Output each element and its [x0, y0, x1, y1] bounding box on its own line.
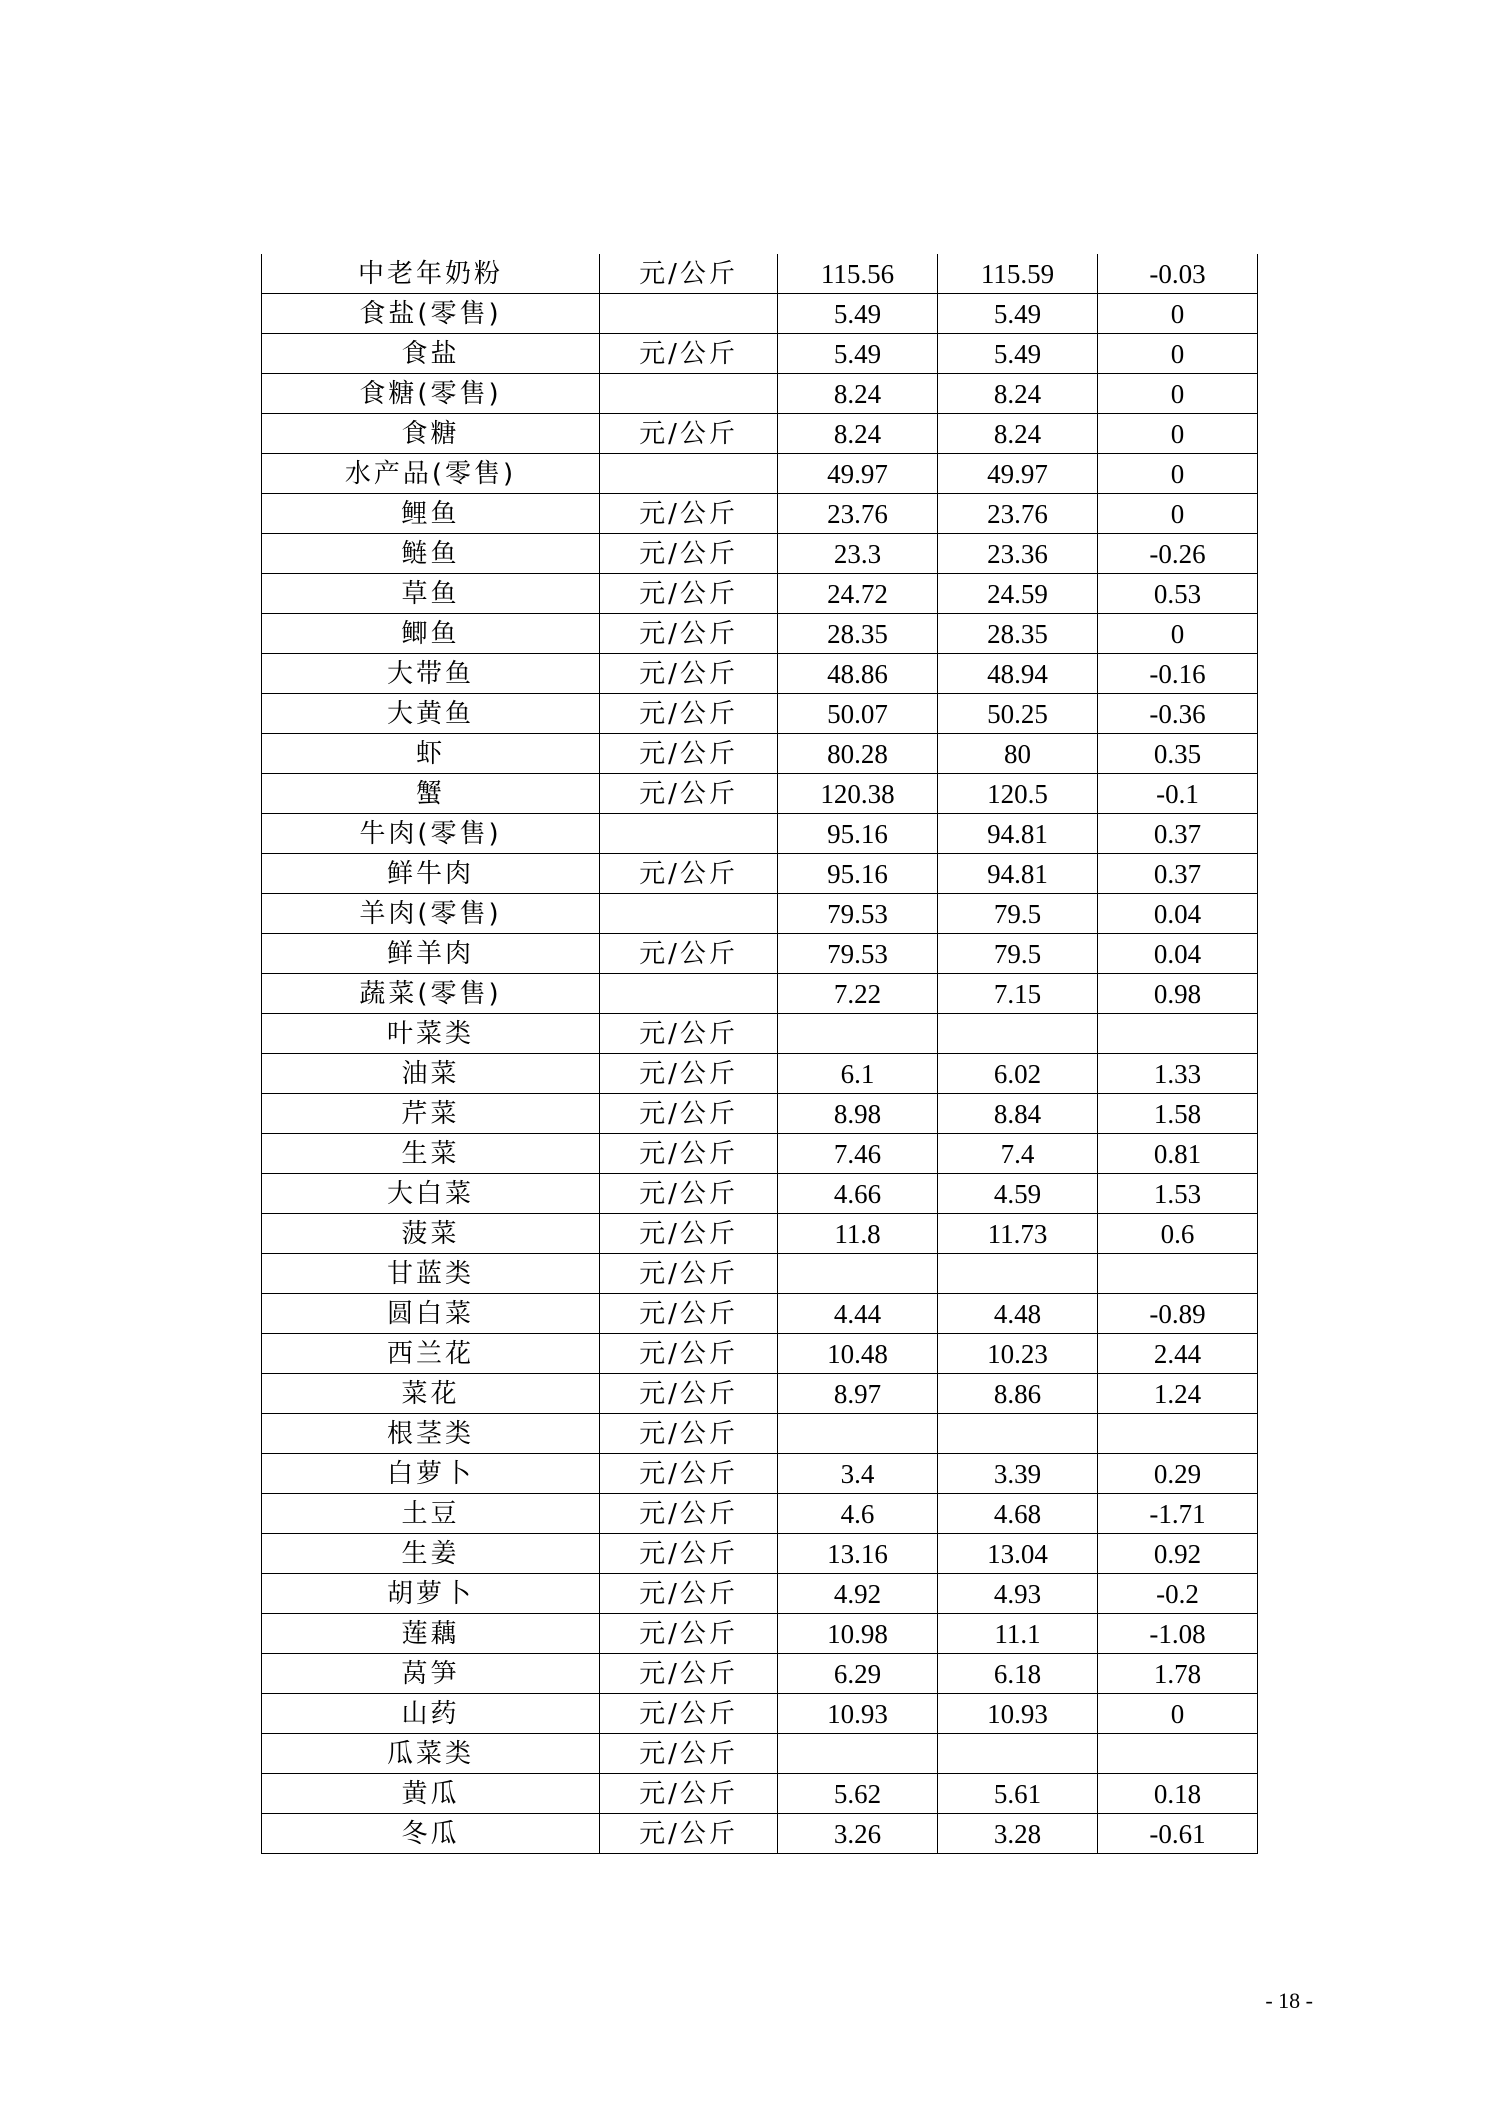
item-name-cell: 鲢鱼: [262, 534, 600, 574]
unit-cell: 元/公斤: [600, 1614, 778, 1654]
change-percent-cell: 0.53: [1098, 574, 1258, 614]
unit-cell: 元/公斤: [600, 774, 778, 814]
price-table: [261, 254, 1258, 1854]
table-row: [262, 1654, 1258, 1694]
current-price-cell: 6.1: [778, 1054, 938, 1094]
change-percent-cell: 0: [1098, 494, 1258, 534]
change-percent-cell: 0: [1098, 414, 1258, 454]
item-name-cell: 生姜: [262, 1534, 600, 1574]
previous-price-cell: 7.15: [938, 974, 1098, 1014]
table-row: [262, 1414, 1258, 1454]
change-percent-cell: -0.36: [1098, 694, 1258, 734]
item-name-cell: 鲫鱼: [262, 614, 600, 654]
item-name-cell: 菜花: [262, 1374, 600, 1414]
unit-cell: 元/公斤: [600, 1774, 778, 1814]
unit-cell: 元/公斤: [600, 1574, 778, 1614]
current-price-cell: 49.97: [778, 454, 938, 494]
item-name-cell: 食盐: [262, 334, 600, 374]
previous-price-cell: 24.59: [938, 574, 1098, 614]
change-percent-cell: 0.04: [1098, 934, 1258, 974]
current-price-cell: 3.4: [778, 1454, 938, 1494]
change-percent-cell: 0.37: [1098, 854, 1258, 894]
item-name-cell: 羊肉(零售): [262, 894, 600, 934]
previous-price-cell: 4.93: [938, 1574, 1098, 1614]
item-name-cell: 生菜: [262, 1134, 600, 1174]
item-name-cell: 西兰花: [262, 1334, 600, 1374]
unit-cell: [600, 374, 778, 414]
previous-price-cell: 5.61: [938, 1774, 1098, 1814]
change-percent-cell: 0.92: [1098, 1534, 1258, 1574]
unit-cell: 元/公斤: [600, 574, 778, 614]
previous-price-cell: 5.49: [938, 334, 1098, 374]
table-row: [262, 1334, 1258, 1374]
unit-cell: 元/公斤: [600, 1454, 778, 1494]
change-percent-cell: 0.81: [1098, 1134, 1258, 1174]
table-row: [262, 1534, 1258, 1574]
previous-price-cell: [938, 1414, 1098, 1454]
item-name-cell: 蟹: [262, 774, 600, 814]
unit-cell: 元/公斤: [600, 934, 778, 974]
current-price-cell: 95.16: [778, 854, 938, 894]
table-row: [262, 454, 1258, 494]
change-percent-cell: -0.89: [1098, 1294, 1258, 1334]
previous-price-cell: 6.18: [938, 1654, 1098, 1694]
table-row: [262, 1014, 1258, 1054]
unit-cell: 元/公斤: [600, 1214, 778, 1254]
current-price-cell: 10.98: [778, 1614, 938, 1654]
page-number: - 18 -: [1265, 1988, 1313, 2013]
previous-price-cell: 11.73: [938, 1214, 1098, 1254]
current-price-cell: 24.72: [778, 574, 938, 614]
current-price-cell: 50.07: [778, 694, 938, 734]
previous-price-cell: 4.68: [938, 1494, 1098, 1534]
change-percent-cell: 0: [1098, 454, 1258, 494]
current-price-cell: 4.66: [778, 1174, 938, 1214]
change-percent-cell: 0: [1098, 294, 1258, 334]
table-row: [262, 1734, 1258, 1774]
unit-cell: 元/公斤: [600, 254, 778, 294]
table-row: [262, 494, 1258, 534]
change-percent-cell: [1098, 1734, 1258, 1774]
unit-cell: 元/公斤: [600, 1294, 778, 1334]
previous-price-cell: 3.28: [938, 1814, 1098, 1854]
unit-cell: [600, 974, 778, 1014]
table-row: [262, 534, 1258, 574]
unit-cell: 元/公斤: [600, 734, 778, 774]
change-percent-cell: 1.33: [1098, 1054, 1258, 1094]
table-row: [262, 1214, 1258, 1254]
unit-cell: 元/公斤: [600, 1054, 778, 1094]
unit-cell: 元/公斤: [600, 1334, 778, 1374]
change-percent-cell: 0.98: [1098, 974, 1258, 1014]
item-name-cell: 大黄鱼: [262, 694, 600, 734]
change-percent-cell: 2.44: [1098, 1334, 1258, 1374]
current-price-cell: 115.56: [778, 254, 938, 294]
current-price-cell: [778, 1014, 938, 1054]
previous-price-cell: 80: [938, 734, 1098, 774]
previous-price-cell: 120.5: [938, 774, 1098, 814]
current-price-cell: [778, 1254, 938, 1294]
table-row: [262, 1254, 1258, 1294]
price-table-body: [262, 254, 1258, 1854]
unit-cell: 元/公斤: [600, 1174, 778, 1214]
current-price-cell: 48.86: [778, 654, 938, 694]
table-row: [262, 334, 1258, 374]
unit-cell: 元/公斤: [600, 334, 778, 374]
current-price-cell: 23.3: [778, 534, 938, 574]
previous-price-cell: 7.4: [938, 1134, 1098, 1174]
change-percent-cell: 1.58: [1098, 1094, 1258, 1134]
item-name-cell: 土豆: [262, 1494, 600, 1534]
current-price-cell: 80.28: [778, 734, 938, 774]
item-name-cell: 根茎类: [262, 1414, 600, 1454]
change-percent-cell: -1.08: [1098, 1614, 1258, 1654]
unit-cell: 元/公斤: [600, 614, 778, 654]
change-percent-cell: -0.16: [1098, 654, 1258, 694]
current-price-cell: 10.93: [778, 1694, 938, 1734]
unit-cell: 元/公斤: [600, 1694, 778, 1734]
table-row: [262, 1774, 1258, 1814]
item-name-cell: 芹菜: [262, 1094, 600, 1134]
current-price-cell: 5.49: [778, 334, 938, 374]
unit-cell: 元/公斤: [600, 1254, 778, 1294]
previous-price-cell: 79.5: [938, 894, 1098, 934]
item-name-cell: 鲜牛肉: [262, 854, 600, 894]
item-name-cell: 瓜菜类: [262, 1734, 600, 1774]
current-price-cell: [778, 1414, 938, 1454]
previous-price-cell: 8.86: [938, 1374, 1098, 1414]
item-name-cell: 白萝卜: [262, 1454, 600, 1494]
current-price-cell: 7.22: [778, 974, 938, 1014]
previous-price-cell: 94.81: [938, 814, 1098, 854]
table-row: [262, 974, 1258, 1014]
item-name-cell: 莴笋: [262, 1654, 600, 1694]
table-row: [262, 1614, 1258, 1654]
change-percent-cell: 0.35: [1098, 734, 1258, 774]
current-price-cell: 13.16: [778, 1534, 938, 1574]
unit-cell: 元/公斤: [600, 1494, 778, 1534]
current-price-cell: 95.16: [778, 814, 938, 854]
item-name-cell: 油菜: [262, 1054, 600, 1094]
current-price-cell: 5.62: [778, 1774, 938, 1814]
previous-price-cell: 4.59: [938, 1174, 1098, 1214]
change-percent-cell: 0: [1098, 334, 1258, 374]
change-percent-cell: [1098, 1414, 1258, 1454]
item-name-cell: 草鱼: [262, 574, 600, 614]
current-price-cell: 4.6: [778, 1494, 938, 1534]
change-percent-cell: 1.53: [1098, 1174, 1258, 1214]
table-row: [262, 1094, 1258, 1134]
table-row: [262, 854, 1258, 894]
change-percent-cell: 0.37: [1098, 814, 1258, 854]
item-name-cell: 蔬菜(零售): [262, 974, 600, 1014]
item-name-cell: 叶菜类: [262, 1014, 600, 1054]
previous-price-cell: 8.24: [938, 414, 1098, 454]
current-price-cell: 5.49: [778, 294, 938, 334]
previous-price-cell: 3.39: [938, 1454, 1098, 1494]
previous-price-cell: 13.04: [938, 1534, 1098, 1574]
change-percent-cell: -0.2: [1098, 1574, 1258, 1614]
item-name-cell: 鲜羊肉: [262, 934, 600, 974]
current-price-cell: 4.92: [778, 1574, 938, 1614]
table-row: [262, 1054, 1258, 1094]
current-price-cell: 6.29: [778, 1654, 938, 1694]
change-percent-cell: [1098, 1014, 1258, 1054]
unit-cell: 元/公斤: [600, 1094, 778, 1134]
unit-cell: 元/公斤: [600, 1654, 778, 1694]
previous-price-cell: 23.36: [938, 534, 1098, 574]
table-row: [262, 694, 1258, 734]
table-row: [262, 294, 1258, 334]
previous-price-cell: 28.35: [938, 614, 1098, 654]
current-price-cell: 79.53: [778, 894, 938, 934]
change-percent-cell: -0.03: [1098, 254, 1258, 294]
table-row: [262, 934, 1258, 974]
change-percent-cell: 0.04: [1098, 894, 1258, 934]
unit-cell: [600, 814, 778, 854]
previous-price-cell: 48.94: [938, 654, 1098, 694]
current-price-cell: 3.26: [778, 1814, 938, 1854]
unit-cell: 元/公斤: [600, 1374, 778, 1414]
table-row: [262, 814, 1258, 854]
current-price-cell: 28.35: [778, 614, 938, 654]
previous-price-cell: 10.23: [938, 1334, 1098, 1374]
item-name-cell: 山药: [262, 1694, 600, 1734]
table-row: [262, 734, 1258, 774]
change-percent-cell: 0.29: [1098, 1454, 1258, 1494]
item-name-cell: 圆白菜: [262, 1294, 600, 1334]
table-row: [262, 254, 1258, 294]
table-row: [262, 654, 1258, 694]
previous-price-cell: [938, 1014, 1098, 1054]
table-row: [262, 374, 1258, 414]
table-row: [262, 1374, 1258, 1414]
table-row: [262, 1814, 1258, 1854]
unit-cell: 元/公斤: [600, 694, 778, 734]
current-price-cell: 7.46: [778, 1134, 938, 1174]
item-name-cell: 鲤鱼: [262, 494, 600, 534]
item-name-cell: 食糖(零售): [262, 374, 600, 414]
previous-price-cell: 94.81: [938, 854, 1098, 894]
table-row: [262, 1574, 1258, 1614]
item-name-cell: 牛肉(零售): [262, 814, 600, 854]
change-percent-cell: 0.18: [1098, 1774, 1258, 1814]
current-price-cell: 23.76: [778, 494, 938, 534]
item-name-cell: 食糖: [262, 414, 600, 454]
change-percent-cell: -0.61: [1098, 1814, 1258, 1854]
current-price-cell: 120.38: [778, 774, 938, 814]
table-row: [262, 1694, 1258, 1734]
item-name-cell: 中老年奶粉: [262, 254, 600, 294]
item-name-cell: 水产品(零售): [262, 454, 600, 494]
table-row: [262, 1134, 1258, 1174]
unit-cell: [600, 894, 778, 934]
previous-price-cell: 79.5: [938, 934, 1098, 974]
table-row: [262, 1174, 1258, 1214]
item-name-cell: 胡萝卜: [262, 1574, 600, 1614]
table-row: [262, 1494, 1258, 1534]
change-percent-cell: 0: [1098, 374, 1258, 414]
current-price-cell: 11.8: [778, 1214, 938, 1254]
previous-price-cell: 4.48: [938, 1294, 1098, 1334]
current-price-cell: 8.97: [778, 1374, 938, 1414]
previous-price-cell: 8.24: [938, 374, 1098, 414]
previous-price-cell: 8.84: [938, 1094, 1098, 1134]
change-percent-cell: 1.24: [1098, 1374, 1258, 1414]
change-percent-cell: 0: [1098, 614, 1258, 654]
unit-cell: 元/公斤: [600, 1814, 778, 1854]
unit-cell: 元/公斤: [600, 1534, 778, 1574]
previous-price-cell: 50.25: [938, 694, 1098, 734]
change-percent-cell: -1.71: [1098, 1494, 1258, 1534]
table-row: [262, 1454, 1258, 1494]
current-price-cell: 8.24: [778, 414, 938, 454]
unit-cell: 元/公斤: [600, 494, 778, 534]
unit-cell: [600, 454, 778, 494]
previous-price-cell: 5.49: [938, 294, 1098, 334]
change-percent-cell: 0: [1098, 1694, 1258, 1734]
previous-price-cell: 10.93: [938, 1694, 1098, 1734]
previous-price-cell: 115.59: [938, 254, 1098, 294]
current-price-cell: [778, 1734, 938, 1774]
item-name-cell: 大白菜: [262, 1174, 600, 1214]
item-name-cell: 虾: [262, 734, 600, 774]
current-price-cell: 8.24: [778, 374, 938, 414]
unit-cell: 元/公斤: [600, 414, 778, 454]
change-percent-cell: 1.78: [1098, 1654, 1258, 1694]
item-name-cell: 食盐(零售): [262, 294, 600, 334]
previous-price-cell: [938, 1254, 1098, 1294]
previous-price-cell: [938, 1734, 1098, 1774]
table-row: [262, 1294, 1258, 1334]
current-price-cell: 79.53: [778, 934, 938, 974]
previous-price-cell: 23.76: [938, 494, 1098, 534]
unit-cell: 元/公斤: [600, 1734, 778, 1774]
previous-price-cell: 6.02: [938, 1054, 1098, 1094]
unit-cell: 元/公斤: [600, 654, 778, 694]
unit-cell: 元/公斤: [600, 1134, 778, 1174]
table-row: [262, 614, 1258, 654]
previous-price-cell: 11.1: [938, 1614, 1098, 1654]
change-percent-cell: -0.26: [1098, 534, 1258, 574]
unit-cell: [600, 294, 778, 334]
item-name-cell: 黄瓜: [262, 1774, 600, 1814]
table-row: [262, 574, 1258, 614]
table-row: [262, 894, 1258, 934]
unit-cell: 元/公斤: [600, 534, 778, 574]
current-price-cell: 4.44: [778, 1294, 938, 1334]
change-percent-cell: [1098, 1254, 1258, 1294]
unit-cell: 元/公斤: [600, 1014, 778, 1054]
current-price-cell: 10.48: [778, 1334, 938, 1374]
current-price-cell: 8.98: [778, 1094, 938, 1134]
item-name-cell: 冬瓜: [262, 1814, 600, 1854]
item-name-cell: 甘蓝类: [262, 1254, 600, 1294]
change-percent-cell: -0.1: [1098, 774, 1258, 814]
change-percent-cell: 0.6: [1098, 1214, 1258, 1254]
previous-price-cell: 49.97: [938, 454, 1098, 494]
unit-cell: 元/公斤: [600, 854, 778, 894]
table-row: [262, 414, 1258, 454]
table-row: [262, 774, 1258, 814]
item-name-cell: 菠菜: [262, 1214, 600, 1254]
item-name-cell: 大带鱼: [262, 654, 600, 694]
unit-cell: 元/公斤: [600, 1414, 778, 1454]
item-name-cell: 莲藕: [262, 1614, 600, 1654]
